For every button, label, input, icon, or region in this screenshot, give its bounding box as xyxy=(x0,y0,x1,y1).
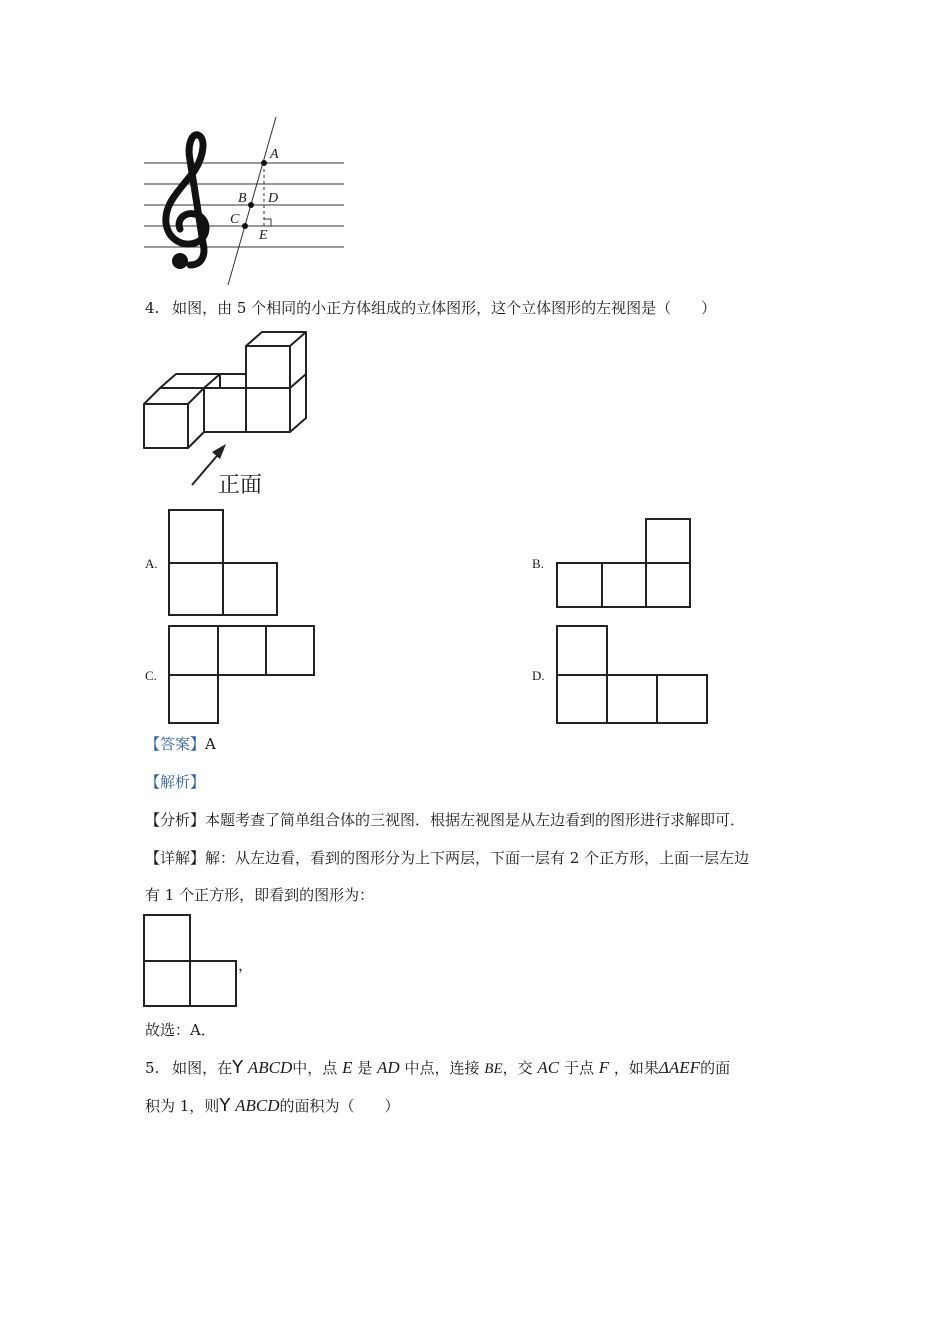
q4-line xyxy=(145,298,716,318)
q5-e: E xyxy=(342,1058,353,1077)
fenxi-label: 【分析】 xyxy=(145,811,206,829)
q5-ac: AC xyxy=(537,1058,560,1077)
q5-p3: 是 xyxy=(357,1059,373,1077)
q5-number: 5. xyxy=(145,1059,160,1077)
answer-figure xyxy=(143,914,239,1008)
option-c-figure xyxy=(168,625,316,725)
q5-abcd-2: ABCD xyxy=(235,1096,280,1115)
xiangjie-line-1 xyxy=(145,848,749,868)
fenxi-text: 本题考查了简单组合体的三视图．根据左视图是从左边看到的图形进行求解即可． xyxy=(205,811,746,829)
label-d: D xyxy=(268,191,279,206)
option-c-label[interactable]: C. xyxy=(145,668,157,683)
label-e: E xyxy=(259,228,268,243)
fenxi-line xyxy=(145,810,745,830)
option-b-figure xyxy=(556,518,692,608)
q5-p5: ，交 xyxy=(502,1059,533,1077)
q4-number: 4. xyxy=(145,299,160,317)
q5-p2: 中，点 xyxy=(292,1059,338,1077)
conclusion-line: 故选：A． xyxy=(145,1021,216,1039)
parallelogram-icon-2: Y xyxy=(219,1095,231,1116)
answer-line xyxy=(145,734,216,754)
xiangjie-line-2: 有 1 个正方形，即看到的图形为： xyxy=(145,886,375,904)
point-a xyxy=(261,160,267,166)
answer-label: 【答案】 xyxy=(145,735,206,753)
q5-line2a: 积为 1，则 xyxy=(145,1097,220,1115)
q5-p1: 如图，在 xyxy=(172,1059,233,1077)
label-a: A xyxy=(270,147,279,162)
q5-line-1 xyxy=(145,1058,730,1079)
q5-line2b: 的面积为（ ） xyxy=(279,1097,400,1115)
answer-value: A xyxy=(205,735,216,753)
q5-p8: 的面 xyxy=(700,1059,731,1077)
right-angle-mark xyxy=(264,219,271,226)
q5-abcd: ABCD xyxy=(247,1058,293,1077)
q5-be: BE xyxy=(484,1061,503,1077)
option-b-label[interactable]: B. xyxy=(532,556,544,571)
option-d-figure xyxy=(556,625,708,725)
q5-f: F xyxy=(598,1058,610,1077)
label-c: C xyxy=(230,212,240,227)
answer-figure-comma: ， xyxy=(238,956,254,974)
q5-ad: AD xyxy=(377,1058,400,1077)
treble-clef-icon xyxy=(166,135,206,269)
q5-line-2 xyxy=(145,1096,400,1116)
front-label: 正面 xyxy=(218,473,263,498)
point-b xyxy=(248,202,254,208)
option-a-label[interactable]: A. xyxy=(145,556,158,571)
label-b: B xyxy=(238,191,247,206)
option-d-label[interactable]: D. xyxy=(532,668,545,683)
q4-text: 如图，由 5 个相同的小正方体组成的立体图形，这个立体图形的左视图是（ ） xyxy=(172,299,717,317)
cube-figure xyxy=(140,330,320,500)
q5-triangle: ΔAEF xyxy=(658,1058,701,1077)
point-c xyxy=(242,223,248,229)
q5-p6: 于点 xyxy=(563,1059,594,1077)
q5-p7: ，如果 xyxy=(613,1059,659,1077)
q5-p4: 中点，连接 xyxy=(404,1059,480,1077)
xiangjie-text-1: 解：从左边看，看到的图形分为上下两层，下面一层有 2 个正方形，上面一层左边 xyxy=(205,849,750,867)
parallelogram-icon: Y xyxy=(232,1057,244,1078)
option-a-figure xyxy=(168,509,278,617)
analysis-label: 【解析】 xyxy=(145,773,206,791)
xiangjie-label: 【详解】 xyxy=(145,849,206,867)
staff-figure xyxy=(140,115,350,290)
